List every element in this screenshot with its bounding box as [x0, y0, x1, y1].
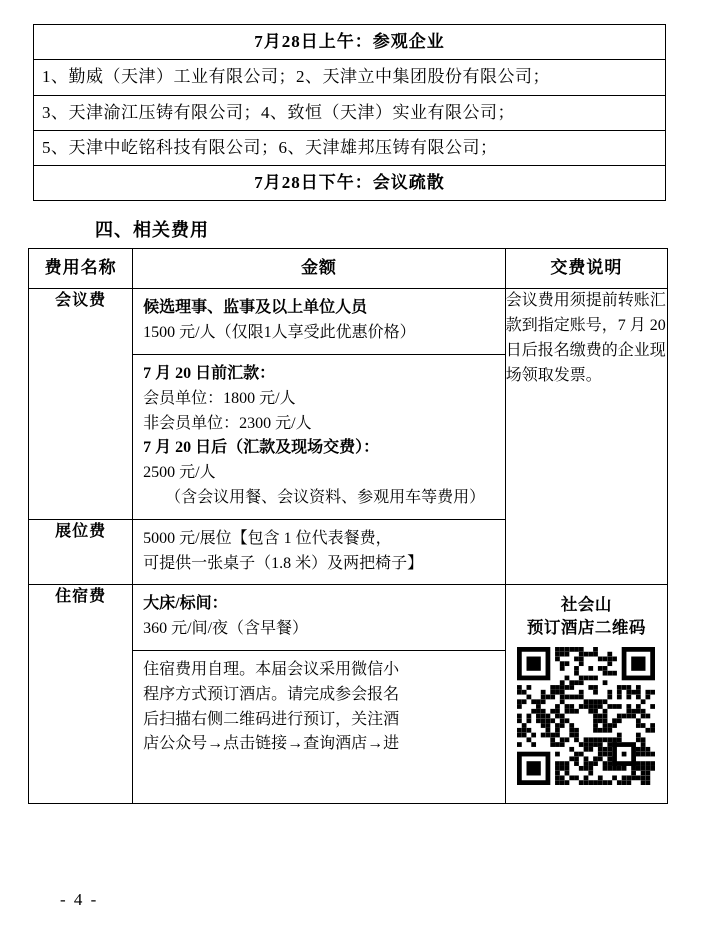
qr-title-line-2: 预订酒店二维码	[526, 618, 646, 638]
schedule-table	[33, 24, 666, 201]
amount-line: 7 月 20 日前汇款：	[143, 364, 276, 382]
schedule-company-line-3: 5、天津中屹铭科技有限公司；6、天津雄邦压铸有限公司；	[34, 130, 666, 165]
table-row	[34, 130, 666, 165]
schedule-morning-header: 7月28日上午：参观企业	[34, 25, 666, 60]
section-heading: 四、相关费用	[95, 220, 209, 240]
schedule-afternoon-header: 7月28日下午：会议疏散	[34, 166, 666, 201]
amount-line: 2500 元/人	[143, 464, 216, 482]
amount-block	[133, 354, 505, 519]
table-row	[34, 95, 666, 130]
schedule-company-line-2: 3、天津渝江压铸有限公司；4、致恒（天津）实业有限公司；	[34, 95, 666, 130]
table-row	[34, 60, 666, 95]
amount-line: （含会议用餐、会议资料、参观用车等费用）	[165, 488, 486, 506]
amount-line: 候选理事、监事及以上单位人员	[143, 299, 368, 317]
schedule-company-line-1: 1、勤威（天津）工业有限公司；2、天津立中集团股份有限公司；	[34, 60, 666, 95]
page-number: - 4 -	[60, 890, 99, 909]
fee-amount-accommodation	[133, 585, 506, 804]
amount-line: 5000 元/展位【包含 1 位代表餐费，	[143, 529, 392, 547]
fee-amount-meeting	[133, 289, 506, 519]
table-row	[29, 585, 668, 804]
amount-block	[133, 520, 505, 585]
amount-line: 大床/标间：	[143, 595, 228, 613]
payment-note-meeting: 会议费用须提前转账汇款到指定账号，7 月 20 日后报名缴费的企业现场领取发票。	[505, 289, 667, 585]
amount-line: 7 月 20 日后（汇款及现场交费）：	[143, 439, 380, 457]
amount-line: 会员单位：1800 元/人	[143, 389, 296, 407]
column-header-amount: 金额	[133, 249, 506, 289]
table-row	[34, 166, 666, 201]
amount-line: 1500 元/人（仅限1人享受此优惠价格）	[143, 324, 416, 342]
qr-code-icon[interactable]	[517, 647, 655, 785]
amount-block	[133, 650, 505, 765]
qr-title-line-1: 社会山	[560, 595, 612, 615]
amount-block	[133, 289, 505, 354]
amount-line: 360 元/间/夜（含早餐）	[143, 620, 309, 638]
fee-name-booth: 展位费	[29, 519, 133, 585]
fee-name-meeting: 会议费	[29, 289, 133, 519]
amount-line: 后扫描右侧二维码进行预订，关注酒	[143, 710, 400, 728]
column-header-fee-name: 费用名称	[29, 249, 133, 289]
fee-table	[28, 248, 668, 804]
amount-line: 店公众号→点击链接→查询酒店→进	[143, 735, 400, 753]
amount-line: 可提供一张桌子（1.8 米）及两把椅子】	[143, 554, 424, 572]
amount-line: 住宿费用自理。本届会议采用微信小	[143, 660, 400, 678]
amount-block	[133, 585, 505, 650]
amount-line: 非会员单位：2300 元/人	[143, 414, 312, 432]
table-row	[29, 289, 668, 519]
column-header-payment-note: 交费说明	[505, 249, 667, 289]
table-header-row	[29, 249, 668, 289]
fee-amount-booth	[133, 519, 506, 585]
table-row	[34, 25, 666, 60]
amount-line: 程序方式预订酒店。请完成参会报名	[143, 685, 400, 703]
hotel-booking-qr-cell	[505, 585, 667, 804]
fee-name-accommodation: 住宿费	[29, 585, 133, 804]
qr-block	[506, 585, 667, 803]
